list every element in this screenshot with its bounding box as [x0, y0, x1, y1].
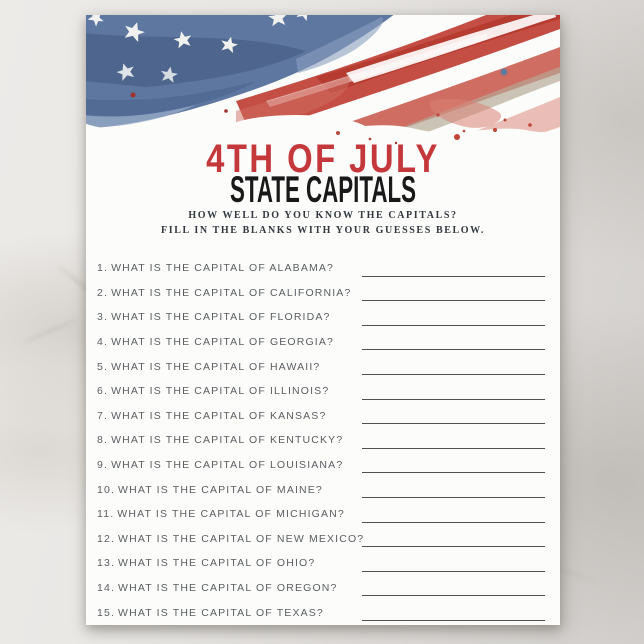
answer-blank	[362, 276, 545, 277]
answer-blank	[362, 497, 545, 498]
marble-vein	[22, 318, 78, 344]
question-text	[97, 582, 338, 594]
question-text	[97, 385, 329, 397]
quiz-row	[86, 527, 560, 552]
quiz-row	[86, 477, 560, 502]
quiz-row	[86, 453, 560, 478]
answer-blank	[362, 546, 545, 547]
question-number: 3.	[97, 311, 109, 324]
instructions-text	[86, 209, 560, 238]
quiz-row	[86, 404, 560, 429]
question-label: WHAT IS THE CAPITAL OF ILLINOIS?	[111, 385, 330, 398]
question-label: WHAT IS THE CAPITAL OF GEORGIA?	[111, 336, 334, 349]
quiz-row	[86, 502, 560, 527]
answer-blank	[362, 448, 545, 449]
question-text	[97, 262, 334, 274]
quiz-row	[86, 379, 560, 404]
question-number: 8.	[97, 434, 109, 447]
question-number: 9.	[97, 459, 109, 472]
question-number: 7.	[97, 409, 109, 422]
question-text	[97, 287, 351, 299]
answer-blank	[362, 399, 545, 400]
answer-blank	[362, 325, 545, 326]
answer-blank	[362, 423, 545, 424]
answer-blank	[362, 571, 545, 572]
answer-blank	[362, 349, 545, 350]
question-text	[97, 336, 334, 348]
answer-blank	[362, 595, 545, 596]
answer-blank	[362, 472, 545, 473]
question-label: WHAT IS THE CAPITAL OF MICHIGAN?	[117, 508, 345, 521]
instructions-line-1: HOW WELL DO YOU KNOW THE CAPITALS?	[188, 210, 458, 221]
question-number: 11.	[97, 508, 115, 521]
question-label: WHAT IS THE CAPITAL OF OREGON?	[118, 582, 338, 595]
question-label: WHAT IS THE CAPITAL OF HAWAII?	[111, 360, 321, 373]
question-text	[97, 361, 320, 373]
question-label: WHAT IS THE CAPITAL OF KENTUCKY?	[111, 434, 344, 447]
quiz-row	[86, 576, 560, 601]
page-subtitle: STATE CAPITALS	[230, 168, 416, 211]
question-text	[97, 434, 343, 446]
question-number: 4.	[97, 336, 109, 349]
question-label: WHAT IS THE CAPITAL OF MAINE?	[118, 483, 323, 496]
question-number: 6.	[97, 385, 109, 398]
question-label: WHAT IS THE CAPITAL OF KANSAS?	[111, 409, 327, 422]
worksheet-paper	[86, 15, 560, 625]
quiz-row	[86, 256, 560, 281]
quiz-row	[86, 330, 560, 355]
question-text	[97, 311, 331, 323]
answer-blank	[362, 374, 545, 375]
question-number: 14.	[97, 582, 116, 595]
answer-blank	[362, 522, 545, 523]
question-label: WHAT IS THE CAPITAL OF TEXAS?	[118, 606, 324, 619]
page-title: 4TH OF JULY	[206, 137, 440, 181]
quiz-row	[86, 354, 560, 379]
question-text	[97, 533, 364, 545]
question-label: WHAT IS THE CAPITAL OF OHIO?	[118, 557, 316, 570]
instructions-line-2: FILL IN THE BLANKS WITH YOUR GUESSES BELOW.	[161, 224, 485, 236]
question-number: 10.	[97, 483, 116, 496]
question-label: WHAT IS THE CAPITAL OF FLORIDA?	[111, 311, 331, 324]
quiz-row	[86, 305, 560, 330]
quiz-row	[86, 281, 560, 306]
question-number: 2.	[97, 286, 109, 299]
question-text	[97, 459, 343, 471]
question-number: 1.	[97, 262, 109, 275]
question-number: 5.	[97, 360, 109, 373]
quiz-row	[86, 551, 560, 576]
quiz-row	[86, 600, 560, 625]
question-label: WHAT IS THE CAPITAL OF ALABAMA?	[111, 262, 335, 275]
question-number: 12.	[97, 532, 116, 545]
question-label: WHAT IS THE CAPITAL OF LOUISIANA?	[111, 459, 344, 472]
question-label: WHAT IS THE CAPITAL OF NEW MEXICO?	[118, 532, 365, 545]
question-number: 13.	[97, 557, 116, 570]
american-flag-artwork	[86, 15, 560, 145]
question-text	[97, 607, 324, 619]
question-list	[86, 256, 560, 625]
question-text	[97, 557, 315, 569]
quiz-row	[86, 428, 560, 453]
answer-blank	[362, 620, 545, 621]
answer-blank	[362, 300, 545, 301]
question-text	[97, 508, 345, 520]
question-label: WHAT IS THE CAPITAL OF CALIFORNIA?	[111, 286, 352, 299]
question-text	[97, 484, 323, 496]
question-number: 15.	[97, 606, 116, 619]
question-text	[97, 410, 326, 422]
